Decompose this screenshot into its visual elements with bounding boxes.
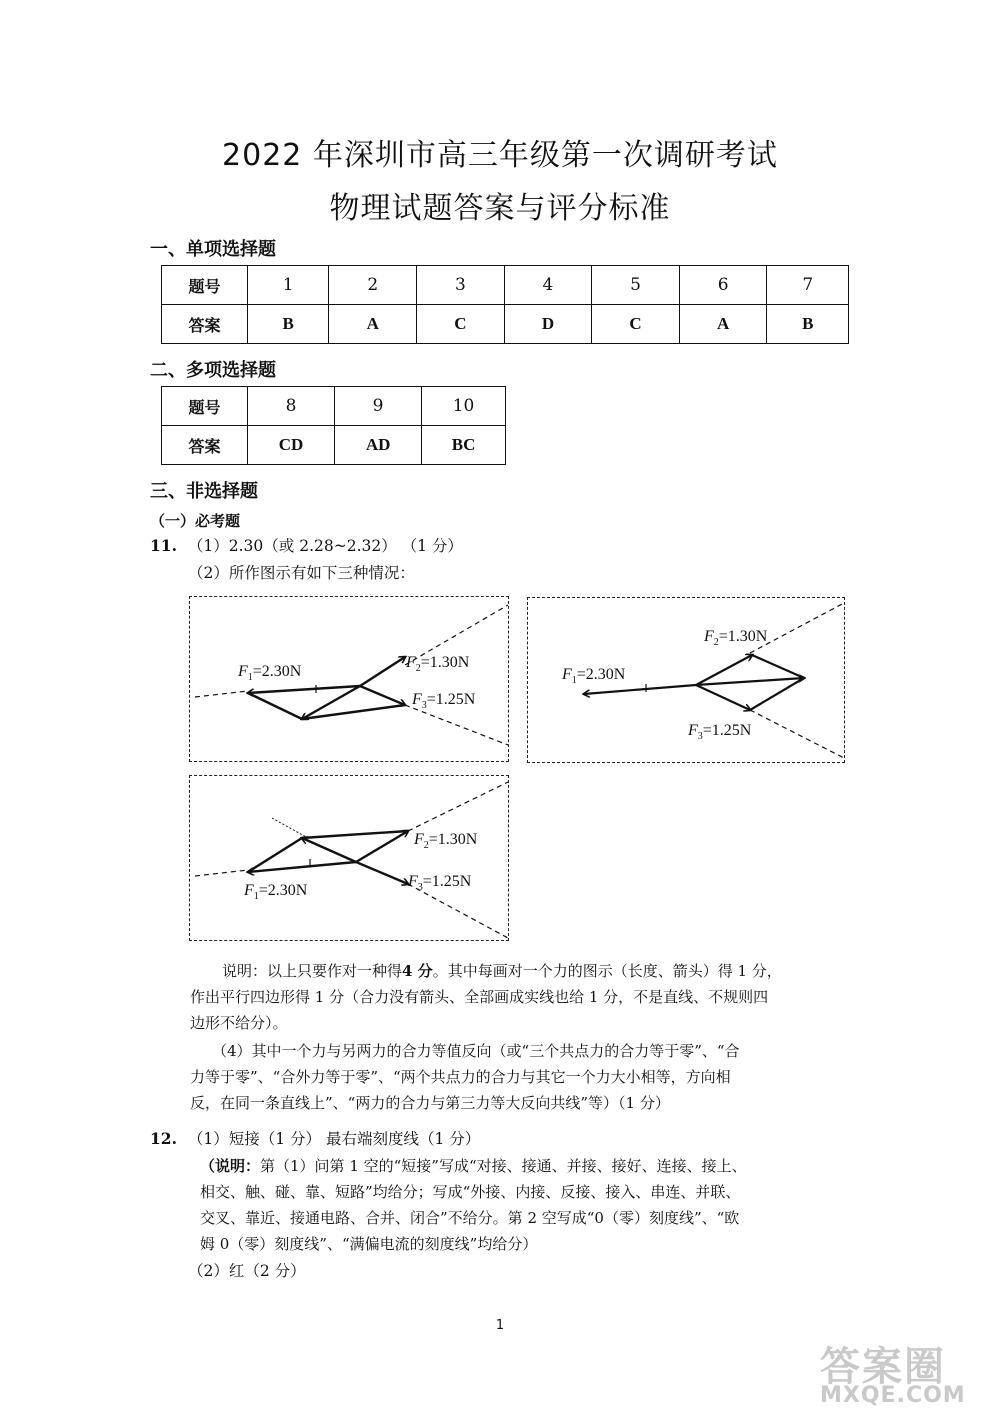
table-cell: 10 [422, 387, 506, 426]
q12-part2: （2）红（2 分） [188, 1262, 306, 1280]
q11-part1 [150, 533, 463, 559]
table-row [162, 387, 506, 426]
force-label-f1: $F_1=2.30N$ [238, 663, 302, 684]
note-line: （说明：第（1）问第 1 空的“短接”写成“对接、接通、并接、接好、连接、接上、 [200, 1157, 747, 1175]
q11-part4 [190, 1038, 850, 1116]
table-cell: 3 [417, 266, 505, 305]
question-number: 12. [150, 1129, 177, 1148]
force-label-f2: $F_2=1.30N$ [414, 831, 478, 852]
table-row [162, 305, 849, 344]
table-cell: 8 [248, 387, 335, 426]
table-cell: B [248, 305, 329, 344]
q11-answer1: （1）2.30（或 2.28~2.32） （1 分） [187, 537, 463, 555]
q12-part1 [150, 1126, 480, 1152]
document-subtitle: 物理试题答案与评分标准 [329, 191, 671, 226]
force-label-f1: $F_1=2.30N$ [562, 666, 626, 687]
force-label-f3: $F_3=1.25N$ [412, 691, 476, 712]
note-line: 说明：以上只要作对一种得4 分。其中每画对一个力的图示（长度、箭头）得 1 分， [222, 962, 782, 980]
note-line: 交叉、靠近、接通电路、合并、闭合”不给分。第 2 空写成“0（零）刻度线”、“欧 [200, 1209, 740, 1227]
force-label-f1: $F_1=2.30N$ [244, 882, 308, 903]
single-choice-table [161, 265, 849, 344]
table-cell: BC [422, 426, 506, 465]
table-cell: 4 [504, 266, 592, 305]
table-header-cell: 题号 [162, 266, 248, 305]
part4-line: 反，在同一条直线上”、“两力的合力与第三力等大反向共线”等）（1 分） [190, 1094, 670, 1112]
table-cell: B [767, 305, 849, 344]
table-header-cell: 答案 [162, 305, 248, 344]
note-line: 作出平行四边形得 1 分（合力没有箭头、全部画成实线也给 1 分，不是直线、不规则四 [190, 988, 769, 1006]
section-single-choice: 一、单项选择题 [150, 239, 276, 260]
table-cell: 5 [592, 266, 680, 305]
force-label-f3: $F_3=1.25N$ [688, 722, 752, 743]
force-diagram-1 [189, 596, 509, 762]
table-cell: C [417, 305, 505, 344]
q11-note [190, 958, 850, 1036]
section-multi-choice: 二、多项选择题 [150, 360, 276, 381]
watermark-logo: 答案圈 [820, 1344, 946, 1390]
note-line: 姆 0（零）刻度线”、“满偏电流的刻度线”均给分） [200, 1235, 538, 1253]
section-non-choice: 三、非选择题 [150, 481, 258, 502]
table-cell: A [329, 305, 417, 344]
table-cell: 9 [335, 387, 422, 426]
q12-answer1: （1）短接（1 分） 最右端刻度线（1 分） [187, 1130, 481, 1148]
note-line: 相交、触、碰、靠、短路”均给分；写成“外接、内接、反接、接入、串连、并联、 [200, 1183, 741, 1201]
question-number: 11. [150, 536, 177, 555]
q12-note [200, 1153, 860, 1257]
document-title: 2022 年深圳市高三年级第一次调研考试 [222, 138, 778, 173]
force-diagram-3 [189, 775, 509, 941]
force-diagram-svg [190, 776, 508, 940]
table-cell: 7 [767, 266, 849, 305]
table-row [162, 266, 849, 305]
table-header-cell: 题号 [162, 387, 248, 426]
q11-part2: （2）所作图示有如下三种情况： [188, 564, 415, 582]
force-label-f2: $F_2=1.30N$ [704, 628, 768, 649]
table-cell: CD [248, 426, 335, 465]
table-cell: AD [335, 426, 422, 465]
page-number: 1 [495, 1318, 505, 1333]
force-diagram-2 [527, 597, 845, 763]
subsection-required: （一）必考题 [150, 512, 241, 530]
table-header-cell: 答案 [162, 426, 248, 465]
table-cell: D [504, 305, 592, 344]
force-label-f2: $F_2=1.30N$ [406, 654, 470, 675]
note-line: 边形不给分）。 [190, 1014, 288, 1032]
part4-line: 力等于零”、“合外力等于零”、“两个共点力的合力与其它一个力大小相等，方向相 [190, 1068, 731, 1086]
table-cell: 6 [679, 266, 767, 305]
force-label-f3: $F_3=1.25N$ [408, 873, 472, 894]
table-cell: A [679, 305, 767, 344]
table-cell: C [592, 305, 680, 344]
watermark-url: MXQE.COM [820, 1383, 966, 1408]
part4-line: （4）其中一个力与另两力的合力等值反向（或“三个共点力的合力等于零”、“合 [212, 1042, 740, 1060]
table-cell: 2 [329, 266, 417, 305]
table-cell: 1 [248, 266, 329, 305]
table-row [162, 426, 506, 465]
multi-choice-table [161, 386, 506, 465]
